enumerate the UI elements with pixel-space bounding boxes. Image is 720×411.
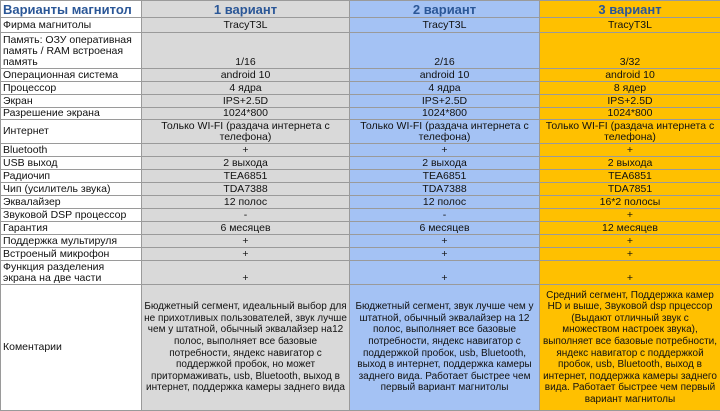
table-row — [1, 95, 720, 108]
table-row — [1, 222, 720, 235]
cell-variant-1: 1/16 — [142, 33, 350, 69]
header-variant-1: 1 вариант — [142, 1, 350, 18]
row-label: Фирма магнитолы — [1, 18, 142, 33]
row-label: Интернет — [1, 120, 142, 144]
cell-variant-1: + — [142, 144, 350, 157]
cell-variant-1: 4 ядра — [142, 82, 350, 95]
table-row — [1, 235, 720, 248]
row-label: Операционная система — [1, 69, 142, 82]
row-label: Bluetooth — [1, 144, 142, 157]
cell-variant-3: 16*2 полосы — [540, 196, 720, 209]
cell-variant-1: TracyT3L — [142, 18, 350, 33]
table-row — [1, 209, 720, 222]
cell-variant-3: + — [540, 235, 720, 248]
row-label: Функция разделения экрана на две части — [1, 261, 142, 285]
table-row — [1, 261, 720, 285]
cell-variant-2: TracyT3L — [350, 18, 540, 33]
table-row — [1, 82, 720, 95]
cell-variant-3: + — [540, 209, 720, 222]
cell-variant-1: + — [142, 235, 350, 248]
table-row — [1, 69, 720, 82]
table-row — [1, 120, 720, 144]
row-label: Память: ОЗУ оперативная память / RAM встроеная память — [1, 33, 142, 69]
comment-label: Коментарии — [1, 285, 142, 411]
cell-variant-3: + — [540, 261, 720, 285]
row-label: USB выход — [1, 157, 142, 170]
cell-variant-1: 12 полос — [142, 196, 350, 209]
table-row — [1, 170, 720, 183]
cell-variant-2: Только WI-FI (раздача интернета с телефона) — [350, 120, 540, 144]
cell-variant-2: TDA7388 — [350, 183, 540, 196]
cell-variant-2: IPS+2.5D — [350, 95, 540, 108]
header-label: Варианты магнитол — [1, 1, 142, 18]
cell-variant-2: 12 полос — [350, 196, 540, 209]
row-label: Экран — [1, 95, 142, 108]
cell-variant-3: 12 месяцев — [540, 222, 720, 235]
cell-variant-2: 2/16 — [350, 33, 540, 69]
cell-variant-3: 3/32 — [540, 33, 720, 69]
cell-variant-2: 1024*800 — [350, 108, 540, 120]
cell-variant-3: TEA6851 — [540, 170, 720, 183]
header-row — [1, 1, 720, 18]
cell-variant-3: + — [540, 144, 720, 157]
cell-variant-2: + — [350, 248, 540, 261]
cell-variant-2: 2 выхода — [350, 157, 540, 170]
row-label: Звуковой DSP процессор — [1, 209, 142, 222]
cell-variant-2: 6 месяцев — [350, 222, 540, 235]
cell-variant-3: IPS+2.5D — [540, 95, 720, 108]
cell-variant-3: android 10 — [540, 69, 720, 82]
row-label: Чип (усилитель звука) — [1, 183, 142, 196]
cell-variant-1: 1024*800 — [142, 108, 350, 120]
cell-variant-1: - — [142, 209, 350, 222]
cell-variant-1: 2 выхода — [142, 157, 350, 170]
row-label: Эквалайзер — [1, 196, 142, 209]
row-label: Радиочип — [1, 170, 142, 183]
row-label: Поддержка мультируля — [1, 235, 142, 248]
header-variant-2: 2 вариант — [350, 1, 540, 18]
table-row — [1, 33, 720, 69]
cell-variant-3: 2 выхода — [540, 157, 720, 170]
table-row — [1, 248, 720, 261]
table-row — [1, 108, 720, 120]
table-row — [1, 196, 720, 209]
cell-variant-1: + — [142, 248, 350, 261]
comment-row — [1, 285, 720, 411]
cell-variant-1: Только WI-FI (раздача интернета с телефона) — [142, 120, 350, 144]
comment-variant-3: Средний сегмент, Поддержка камер HD и выше, Звуковой dsp прцессор (Выдают отличный звук с множеством настроек звука), выполняет все базовые потребности, яндекс навигатор с поддержкой пробок, usb, Bluetooth, выход в интернет, поддержка камеры заднего вида. Работает быстрее чем первый вариант магнитолы — [540, 285, 720, 411]
cell-variant-3: TracyT3L — [540, 18, 720, 33]
cell-variant-1: IPS+2.5D — [142, 95, 350, 108]
cell-variant-2: 4 ядра — [350, 82, 540, 95]
cell-variant-3: 1024*800 — [540, 108, 720, 120]
row-label: Процессор — [1, 82, 142, 95]
cell-variant-1: 6 месяцев — [142, 222, 350, 235]
cell-variant-3: TDA7851 — [540, 183, 720, 196]
cell-variant-3: + — [540, 248, 720, 261]
cell-variant-3: Только WI-FI (раздача интернета с телефона) — [540, 120, 720, 144]
comment-variant-1: Бюджетный сегмент, идеальный выбор для не прихотливых пользователей, звук лучше чем у штатной, обычный эквалайзер на12 полос, выполняет все базовые потребности, яндекс навигатор с поддержкой пробок, но может притормаживать, usb, Bluetooth, выход в интернет, поддержка камеры заднего вида — [142, 285, 350, 411]
row-label: Встроеный микрофон — [1, 248, 142, 261]
cell-variant-1: TEA6851 — [142, 170, 350, 183]
cell-variant-1: android 10 — [142, 69, 350, 82]
cell-variant-2: android 10 — [350, 69, 540, 82]
header-variant-3: 3 вариант — [540, 1, 720, 18]
cell-variant-2: + — [350, 144, 540, 157]
row-label: Разрешение экрана — [1, 108, 142, 120]
comment-variant-2: Бюджетный сегмент, звук лучше чем у штатной, обычный эквалайзер на 12 полос, выполняет все базовые потребности, яндекс навигатор с поддержкой пробок, usb, Bluetooth, выход в интернет, поддержка камеры заднего вида. Работает быстрее чем первый вариант магнитолы — [350, 285, 540, 411]
cell-variant-2: + — [350, 261, 540, 285]
table-row — [1, 144, 720, 157]
table-body — [1, 18, 720, 411]
table-row — [1, 183, 720, 196]
cell-variant-2: TEA6851 — [350, 170, 540, 183]
cell-variant-3: 8 ядер — [540, 82, 720, 95]
cell-variant-1: TDA7388 — [142, 183, 350, 196]
cell-variant-2: + — [350, 235, 540, 248]
cell-variant-1: + — [142, 261, 350, 285]
cell-variant-2: - — [350, 209, 540, 222]
table-row — [1, 18, 720, 33]
row-label: Гарантия — [1, 222, 142, 235]
table-row — [1, 157, 720, 170]
